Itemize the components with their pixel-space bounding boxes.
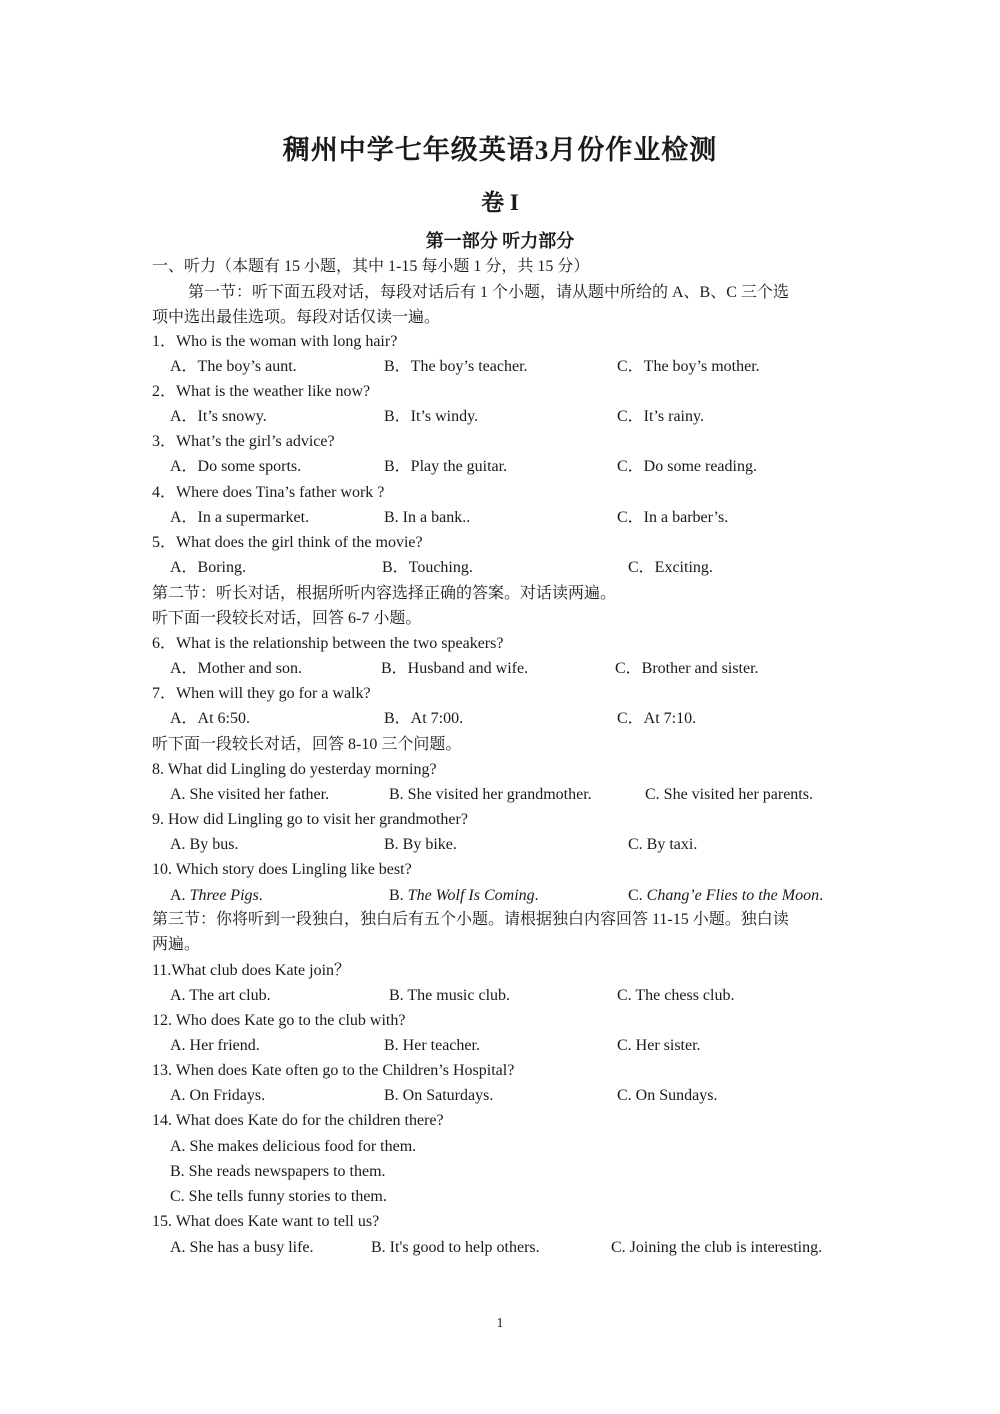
q7-option-b: B．At 7:00. [384,710,464,727]
question-5: 5．What does the girl think of the movie? [152,534,423,551]
question-1: 1．Who is the woman with long hair? [152,333,398,350]
q6-option-b: B．Husband and wife. [381,660,529,677]
q4-option-a: A．In a supermarket. [170,509,310,526]
section3-instructions: 第三节：你将听到一段独白，独白后有五个小题。请根据独白内容回答 11-15 小题。独白读 [152,911,789,928]
q1-option-c: C．The boy’s mother. [617,358,760,375]
q15-option-a: A. She has a busy life. [170,1239,314,1256]
story-title-wolf: The Wolf Is Coming [407,887,535,904]
q9-option-b: B. By bike. [384,836,457,853]
volume-label: 卷 I [481,190,519,215]
q14-option-a: A. She makes delicious food for them. [170,1138,417,1155]
q14-option-b: B. She reads newspapers to them. [170,1163,386,1180]
q2-option-c: C．It’s rainy. [617,408,704,425]
question-9: 9. How did Lingling go to visit her grandmother? [152,811,468,828]
section1-instructions: 第一节：听下面五段对话，每段对话后有 1 个小题，请从题中所给的 A、B、C 三个选 [188,284,789,301]
q4-option-c: C．In a barber’s. [617,509,729,526]
q3-option-a: A．Do some sports. [170,458,302,475]
q12-option-c: C. Her sister. [617,1037,701,1054]
dialog-instruction-8-10: 听下面一段较长对话，回答 8-10 三个问题。 [152,736,462,753]
q8-option-c: C. She visited her parents. [645,786,813,803]
q5-option-c: C．Exciting. [628,559,713,576]
question-2: 2．What is the weather like now? [152,383,371,400]
q8-option-b: B. She visited her grandmother. [389,786,592,803]
q2-option-a: A．It’s snowy. [170,408,267,425]
question-7: 7．When will they go for a walk? [152,685,371,702]
question-15: 15. What does Kate want to tell us? [152,1213,380,1230]
story-title-change: Chang’e Flies to the Moon [646,887,820,904]
q11-option-c: C. The chess club. [617,987,735,1004]
q11-option-b: B. The music club. [389,987,511,1004]
q13-option-b: B. On Saturdays. [384,1087,494,1104]
q15-option-b: B. It's good to help others. [371,1239,540,1256]
question-3: 3．What’s the girl’s advice? [152,433,335,450]
q2-option-b: B．It’s windy. [384,408,479,425]
section1-instructions-cont: 项中选出最佳选项。每段对话仅读一遍。 [152,309,441,326]
q10-option-b: B. The Wolf Is Coming. [389,887,539,904]
page-title: 稠州中学七年级英语3月份作业检测 [282,135,718,165]
question-10: 10. Which story does Lingling like best? [152,861,412,878]
q4-option-b: B. In a bank.. [384,509,471,526]
q1-option-b: B．The boy’s teacher. [384,358,528,375]
q12-option-a: A. Her friend. [170,1037,260,1054]
q5-option-b: B．Touching. [382,559,473,576]
section2-instructions: 第二节：听长对话，根据所听内容选择正确的答案。对话读两遍。 [152,585,617,602]
question-4: 4．Where does Tina’s father work ? [152,484,385,501]
part-heading: 第一部分 听力部分 [425,231,575,251]
section3-instructions-cont: 两遍。 [152,936,201,953]
q7-option-a: A．At 6:50. [170,710,251,727]
q1-option-a: A．The boy’s aunt. [170,358,297,375]
q9-option-a: A. By bus. [170,836,239,853]
question-14: 14. What does Kate do for the children there? [152,1112,444,1129]
dialog-instruction-6-7: 听下面一段较长对话，回答 6-7 小题。 [152,610,422,627]
question-11: 11.What club does Kate join？ [152,962,351,979]
q5-option-a: A．Boring. [170,559,247,576]
q13-option-c: C. On Sundays. [617,1087,718,1104]
q12-option-b: B. Her teacher. [384,1037,480,1054]
section-heading: 一、听力（本题有 15 小题，其中 1-15 每小题 1 分，共 15 分） [152,258,590,275]
story-title-three-pigs: Three Pigs [189,887,259,904]
q10-option-a: A. Three Pigs. [170,887,263,904]
question-13: 13. When does Kate often go to the Children’s Hospital? [152,1062,515,1079]
q9-option-c: C. By taxi. [628,836,698,853]
q10-option-c: C. Chang’e Flies to the Moon. [628,887,824,904]
q11-option-a: A. The art club. [170,987,271,1004]
q3-option-b: B．Play the guitar. [384,458,508,475]
question-12: 12. Who does Kate go to the club with? [152,1012,406,1029]
q6-option-a: A．Mother and son. [170,660,302,677]
q6-option-c: C．Brother and sister. [615,660,759,677]
q8-option-a: A. She visited her father. [170,786,330,803]
q3-option-c: C．Do some reading. [617,458,757,475]
q13-option-a: A. On Fridays. [170,1087,266,1104]
question-6: 6．What is the relationship between the two speakers? [152,635,504,652]
q14-option-c: C. She tells funny stories to them. [170,1188,387,1205]
q7-option-c: C．At 7:10. [617,710,697,727]
q15-option-c: C. Joining the club is interesting. [611,1239,823,1256]
page-number: 1 [496,1316,504,1331]
question-8: 8. What did Lingling do yesterday morning? [152,761,437,778]
